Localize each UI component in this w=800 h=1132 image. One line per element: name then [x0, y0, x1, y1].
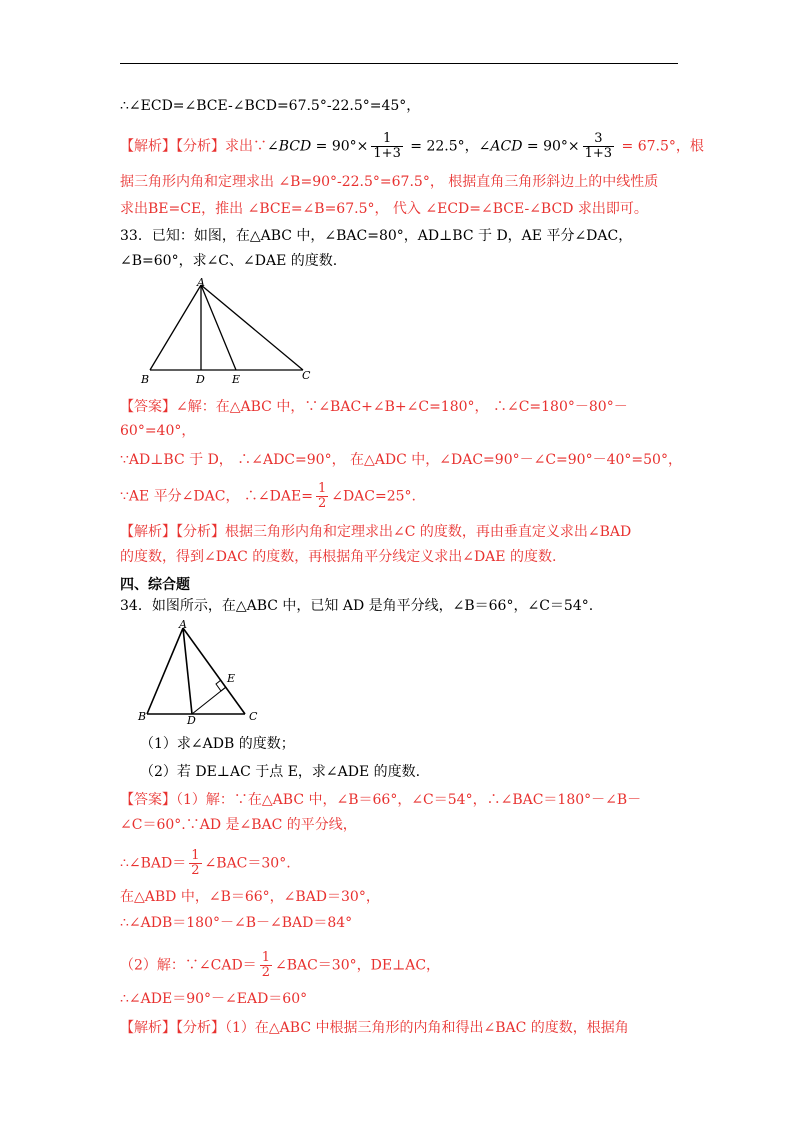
expr-text: = 67.5°，根 — [617, 138, 704, 155]
question-33-line1: 33．已知：如图，在△ABC 中，∠BAC=80°，AD⊥BC 于 D，AE 平分∠DAC， — [120, 228, 633, 244]
label-d: D — [187, 714, 196, 726]
line-ecd-result: ∴∠ECD=∠BCE-∠BCD=67.5°-22.5°=45°， — [120, 98, 421, 114]
label-c: C — [302, 369, 311, 382]
label-a: A — [197, 276, 205, 289]
fraction: $\frac{1}{1+3}$ — [373, 131, 401, 161]
expr-text: ∵AE 平分∠DAC， ∴∠DAE= — [120, 488, 313, 505]
answer-33-line2: 60°=40°， — [120, 423, 196, 439]
triangle-figure-34 — [135, 616, 265, 726]
triangle-figure-33 — [138, 275, 318, 387]
angle-acd: ∠ACD — [478, 138, 523, 155]
analysis-33-line1: 【解析】【分析】根据三角形内角和定理求出∠C 的度数，再由垂直定义求出∠BAD — [120, 524, 632, 540]
analysis-text: 求出∵ — [225, 138, 267, 155]
answer-34-line1: 【答案】（1）解：∵在△ABC 中，∠B＝66°，∠C＝54°，∴∠BAC＝180°－∠B－ — [120, 792, 642, 808]
label-d: D — [196, 373, 205, 386]
label-e: E — [232, 373, 241, 386]
answer-34-line2: ∠C＝60°.∵AD 是∠BAC 的平分线， — [120, 817, 357, 833]
analysis-tag: 【解析】【分析】 — [120, 1020, 225, 1036]
answer-33-line4 — [120, 482, 416, 511]
answer-34-line6 — [120, 951, 440, 980]
fraction: $\frac{3}{1+3}$ — [584, 131, 613, 161]
answer-33-line3: ∵AD⊥BC 于 D， ∴∠ADC=90°， 在△ADC 中，∠DAC=90°－∠C=90°－40°=50°， — [120, 452, 682, 468]
expr-text: = 90°× — [522, 138, 580, 155]
expr-text: ∠DAC=25°. — [331, 488, 416, 505]
analysis-line4: 求出BE=CE，推出 ∠BCE=∠B=67.5°， 代入 ∠ECD=∠BCE-∠BCD 求出即可。 — [120, 201, 648, 217]
analysis-text: （1）在△ABC 中根据三角形的内角和得出∠BAC 的度数，根据角 — [225, 1020, 629, 1036]
question-34: 34．如图所示，在△ABC 中，已知 AD 是角平分线，∠B＝66°，∠C＝54°. — [120, 598, 594, 614]
label-a: A — [179, 618, 187, 631]
expr-text: （2）解：∵∠CAD＝ — [120, 957, 257, 974]
fraction-half: $\frac{1}{2}$ — [261, 950, 270, 980]
header-rule — [120, 63, 678, 64]
analysis-34 — [120, 1018, 629, 1038]
answer-34-line5: ∴∠ADB＝180°－∠B－∠BAD＝84° — [120, 915, 353, 931]
question-34-part1: （1）求∠ADB 的度数； — [140, 736, 295, 752]
answer-34-line4: 在△ABD 中，∠B＝66°，∠BAD＝30°， — [120, 889, 380, 905]
section-heading: 四、综合题 — [120, 577, 190, 593]
expr-text: = 90°× — [311, 138, 369, 155]
fraction-half: $\frac{1}{2}$ — [191, 848, 200, 878]
analysis-33-line2: 的度数，得到∠DAC 的度数，再根据角平分线定义求出∠DAE 的度数. — [120, 549, 557, 565]
answer-34-line7: ∴∠ADE＝90°－∠EAD＝60° — [120, 991, 308, 1007]
expr-text: ∠BAC＝30°. — [204, 855, 291, 872]
question-34-part2: （2）若 DE⊥AC 于点 E，求∠ADE 的度数. — [140, 764, 421, 780]
analysis-line3: 据三角形内角和定理求出 ∠B=90°-22.5°=67.5°， 根据直角三角形斜边上的中线性质 — [120, 174, 659, 190]
label-b: B — [138, 710, 147, 723]
label-b: B — [141, 373, 150, 386]
question-33-line2: ∠B=60°，求∠C、∠DAE 的度数. — [120, 253, 338, 269]
analysis-32 — [120, 132, 704, 161]
answer-33-line1: 【答案】∠解：在△ABC 中，∵∠BAC+∠B+∠C=180°， ∴∠C=180°－80°－ — [120, 399, 628, 415]
answer-34-line3 — [120, 849, 291, 878]
label-e: E — [227, 672, 236, 685]
analysis-tag: 【解析】【分析】 — [120, 138, 225, 155]
label-c: C — [249, 710, 258, 723]
expr-text: = 22.5°， — [405, 138, 479, 155]
angle-bcd: ∠BCD — [267, 138, 312, 155]
expr-text: ∴∠BAD＝ — [120, 855, 187, 872]
fraction-half: $\frac{1}{2}$ — [317, 481, 327, 511]
expr-text: ∠BAC＝30°，DE⊥AC， — [274, 957, 441, 974]
